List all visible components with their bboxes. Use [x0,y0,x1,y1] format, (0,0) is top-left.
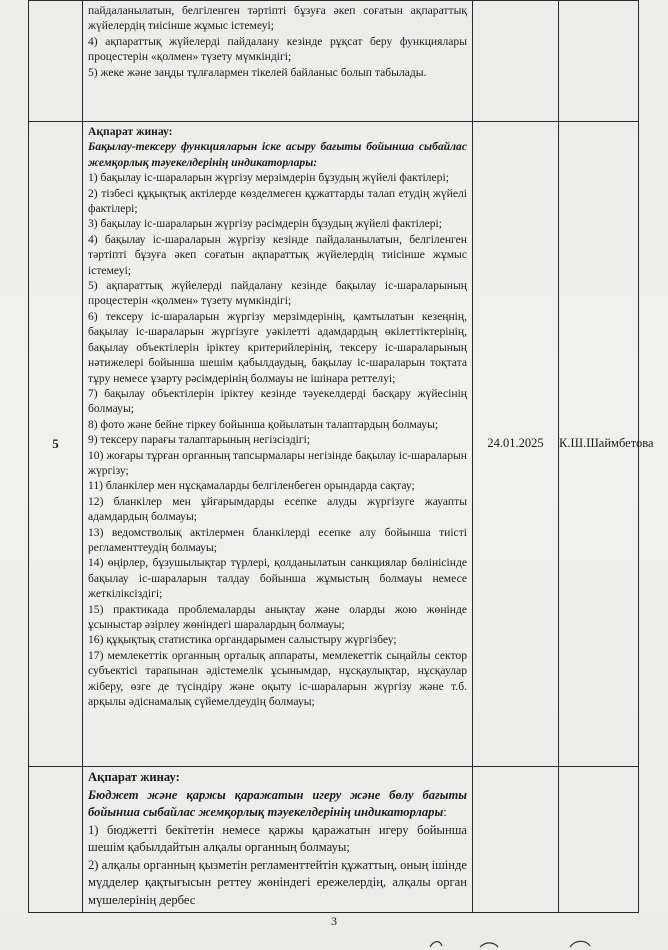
partial-signature-mark [420,936,620,948]
list-item: 6) тексеру іс-шараларын жүргізу мерзімдерінің, қамтылатын кезеңнің, бақылау іс-шараларын жүргізуге уәкілетті адамдардың өкілеттіктерінің, бақылау объектілерін іріктеу критерийлерінің, тексеру іс-шараларының нәтижелері бойынша шешім қабылдаудың, бақылау іс-шараларын тоқтата тұру немесе ұзарту рәсімдерінің болмауы не ішінара реттелуі; [88,309,467,385]
list-item: 10) жоғары тұрған органның тапсырмалары негізінде бақылау іс-шараларын жүргізу; [88,448,467,477]
list-item: 1) бақылау іс-шараларын жүргізу мерзімдерін бұзудың жүйелі фактілері; [88,171,449,185]
text-line: 4) ақпараттық жүйелерді пайдалану кезінде рұқсат беру функциялары процестерін «қолмен» түзету мүмкіндігі; [88,34,467,64]
description-cell [83,122,473,767]
responsible-cell [559,767,639,913]
list-item: 17) мемлекеттік органның орталық аппараты, мемлекеттік сыңайлы сектор субъектісі тарапынан әдістемелік ұсынымдар, нұсқаулықтар, нұсқаулар жіберу, өзге де түсіндіру және оқыту іс-шараларын жүргізу және т.б. арқылы әдіснамалық сүйемелдеудің болмауы; [88,648,467,709]
subheading-colon: : [443,805,447,819]
list-item: 2) тізбесі құқықтық актілерде көзделмеген құжаттарды талап етудің жүйелі фактілері; [88,186,467,216]
table-row-6 [29,767,639,913]
list-item: 15) практикада проблемаларды анықтау және оларды жою жөнінде ұсыныстар әзірлеу жөніндегі шаралардың болмауы; [88,602,467,631]
responsible-person: К.Ш.Шаймбетова [559,122,639,767]
list-item: 3) бақылау іс-шараларын жүргізу рәсімдерін бұзудың жүйелі фактілері; [88,217,442,231]
table-row-5 [29,122,639,767]
due-date: 24.01.2025 [473,122,559,767]
list-item: 12) бланкілер мен ұйғарымдарды есепке алуды жүргізуге жауапты адамдардың болмауы; [88,494,467,524]
section-subheading: Бақылау-тексеру функцияларын іске асыру бағыты бойынша сыбайлас жемқорлық тәуекелдерінің индикаторлары: [88,140,467,169]
list-item: 11) бланкілер мен нұсқамаларды белгіленбеген орындарда сақтау; [88,479,415,493]
row-number-cell [29,1,83,122]
description-cell [83,767,473,913]
date-cell [473,767,559,913]
list-item: 2) алқалы органның қызметін регламенттейтін құжаттың, оның ішінде мүдделер қақтығысын реттеу жөніндегі ережелердің, алқалы орган мүшелерінің дербес [88,857,467,907]
list-item: 14) өңірлер, бұзушылықтар түрлері, қолданылатын санкциялар бөлінісінде бақылау іс-шараларын талдау бойынша жұмыстың болмауы немесе жеткіліксіздігі; [88,556,467,601]
list-item: 8) фото және бейне тіркеу бойынша қойылатын талаптардың болмауы; [88,417,439,431]
list-item: 16) құқықтық статистика органдарымен салыстыру жүргізбеу; [88,633,397,647]
list-item: 5) ақпараттық жүйелерді пайдалану кезінде бақылау іс-шараларының процестерін «қолмен» түзету мүмкіндігі; [88,279,467,308]
list-item: 4) бақылау іс-шараларын жүргізу кезінде пайдаланылатын, белгіленген тәртіпті бұзуға әкеп соғатын ақпараттық жүйелердің тиісінше жұмыс істемеуі; [88,232,467,277]
row-number-cell [29,767,83,913]
description-cell [83,1,473,122]
list-item: 1) бюджетті бекітетін немесе қаржы қаражатын игеру бойынша шешім қабылдайтын алқалы органның болмауы; [88,822,467,854]
responsible-cell [559,1,639,122]
section-heading: Ақпарат жинау: [88,770,180,784]
table-row-continuation [29,1,639,122]
list-item: 9) тексеру парағы талаптарының негізсіздігі; [88,433,311,447]
list-item: 7) бақылау объектілерін іріктеу кезінде тәуекелдерді басқару жүйесінің болмауы; [88,386,467,416]
plan-table [28,0,654,913]
section-subheading: Бюджет және қаржы қаражатын игеру және бөлу бағыты бойынша сыбайлас жемқорлық тәуекелдерінің индикаторлары [88,787,467,819]
row-number: 5 [29,122,83,767]
section-heading: Ақпарат жинау: [88,125,173,138]
list-item: 13) ведомстволық актілермен бланкілерді есепке алу бойынша тиісті регламенттеудің болмауы; [88,525,467,554]
page-number: 3 [331,914,337,928]
date-cell [473,1,559,122]
text-line: 5) жеке және заңды тұлғалармен тікелей байланыс болып табылады. [88,65,427,79]
text-line: пайдаланылатын, белгіленген тәртіпті бұзуға әкеп соғатын ақпараттық жүйелердің тиісінше жұмыс істемеуі; [88,4,467,33]
